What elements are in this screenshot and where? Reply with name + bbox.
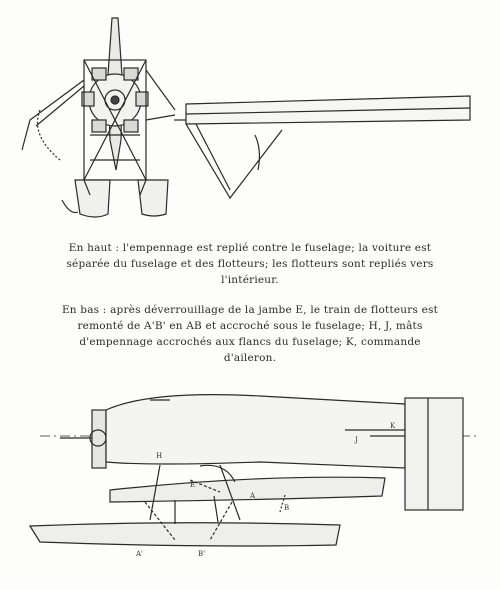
label-a-prime: A'	[136, 550, 143, 558]
caption-top-text: En haut : l'empennage est replié contre le fuselage; la voiture est séparée du fuselage et des flotteurs; les flotteurs sont repliés vers l'intérieur.	[66, 242, 434, 286]
caption-top	[60, 240, 440, 288]
bottom-drawing	[0, 370, 500, 590]
label-a: A	[250, 492, 256, 500]
caption-bottom-text: En bas : après déverrouillage de la jambe E, le train de flotteurs est remonté de A'B' en AB et accroché sous le fuselage; H, J, mâts d'empennage accrochés aux flancs du fuselage; K, commande d'aileron.	[61, 304, 439, 364]
label-j: J	[355, 436, 358, 444]
top-drawing	[0, 0, 500, 230]
caption-bottom	[60, 302, 440, 366]
label-b: B	[284, 504, 290, 512]
label-e: E	[190, 481, 196, 489]
label-k: K	[390, 422, 396, 430]
label-b-prime: B'	[198, 550, 206, 558]
label-h: H	[156, 452, 163, 460]
